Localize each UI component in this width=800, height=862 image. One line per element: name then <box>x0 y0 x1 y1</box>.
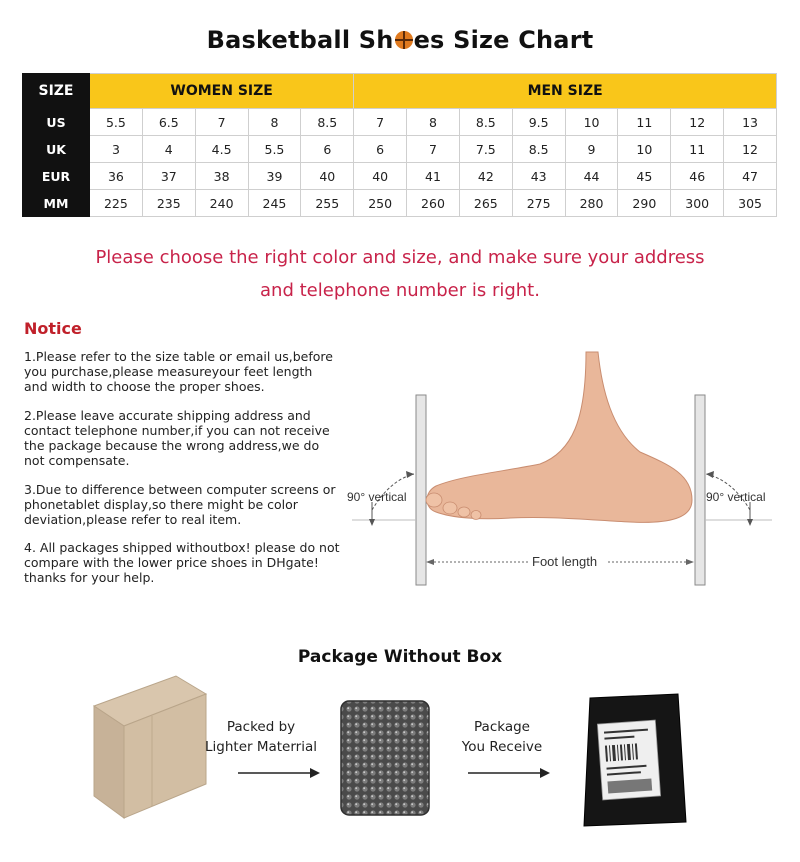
notice-line: 3.Due to difference between computer screens or <box>24 482 336 497</box>
table-cell: 6.5 <box>142 109 195 136</box>
table-header-row <box>23 74 777 109</box>
table-cell: 290 <box>618 190 671 217</box>
row-label: US <box>23 109 90 136</box>
vertical-label-left: 90° vertical <box>347 490 407 504</box>
foot-measure-diagram <box>340 340 780 590</box>
foot-length-label: Foot length <box>532 554 598 569</box>
step2-label <box>440 717 564 757</box>
table-cell: 45 <box>618 163 671 190</box>
table-row-mm <box>23 190 777 217</box>
table-cell: 8.5 <box>301 109 354 136</box>
table-cell: 13 <box>724 109 777 136</box>
table-cell: 245 <box>248 190 301 217</box>
table-cell: 255 <box>301 190 354 217</box>
table-cell: 265 <box>459 190 512 217</box>
row-label: EUR <box>23 163 90 190</box>
table-cell: 3 <box>90 136 143 163</box>
arrow-right-icon <box>466 766 552 780</box>
notice-line: phonetablet display,so there might be color <box>24 497 298 512</box>
table-cell: 225 <box>90 190 143 217</box>
table-cell: 9 <box>565 136 618 163</box>
table-cell: 7.5 <box>459 136 512 163</box>
table-cell: 39 <box>248 163 301 190</box>
size-header: SIZE <box>23 74 90 109</box>
table-cell: 5.5 <box>248 136 301 163</box>
arrowhead-down-right <box>747 519 753 526</box>
row-label: UK <box>23 136 90 163</box>
notice-heading: Notice <box>24 319 82 338</box>
toe <box>458 507 470 517</box>
table-cell: 8 <box>248 109 301 136</box>
table-cell: 7 <box>407 136 460 163</box>
right-wall <box>695 395 705 585</box>
arrowhead-right <box>706 471 714 478</box>
table-cell: 235 <box>142 190 195 217</box>
notice-line: thanks for your help. <box>24 570 155 585</box>
table-cell: 47 <box>724 163 777 190</box>
table-cell: 240 <box>195 190 248 217</box>
table-cell: 10 <box>565 109 618 136</box>
table-cell: 46 <box>671 163 724 190</box>
table-cell: 41 <box>407 163 460 190</box>
step1-line2: Lighter Materrial <box>205 739 317 755</box>
notice-line: 2.Please leave accurate shipping address and <box>24 408 311 423</box>
notice-line: you purchase,please measureyour feet length <box>24 364 313 379</box>
table-cell: 7 <box>354 109 407 136</box>
step2-line1: Package <box>474 719 530 735</box>
cardboard-box-image <box>88 672 210 822</box>
arrow-right-icon <box>236 766 322 780</box>
table-cell: 10 <box>618 136 671 163</box>
table-cell: 8.5 <box>459 109 512 136</box>
table-cell: 12 <box>724 136 777 163</box>
notice-line: deviation,please refer to real item. <box>24 512 242 527</box>
table-cell: 5.5 <box>90 109 143 136</box>
step1-line1: Packed by <box>226 719 296 735</box>
row-label: MM <box>23 190 90 217</box>
table-cell: 260 <box>407 190 460 217</box>
notice-line: compare with the lower price shoes in DHgate! <box>24 555 319 570</box>
left-wall <box>416 395 426 585</box>
women-size-header: WOMEN SIZE <box>90 74 354 109</box>
basketball-icon <box>395 31 413 49</box>
notice-line: and width to choose the proper shoes. <box>24 379 265 394</box>
table-cell: 8 <box>407 109 460 136</box>
toe <box>471 511 481 520</box>
foot-illustration <box>427 352 692 522</box>
table-row-eur <box>23 163 777 190</box>
toe <box>443 502 457 514</box>
step1-label <box>196 717 326 757</box>
table-cell: 250 <box>354 190 407 217</box>
step2-line2: You Receive <box>461 739 543 755</box>
table-cell: 280 <box>565 190 618 217</box>
message-line-1: Please choose the right color and size, and make sure your address <box>95 247 705 268</box>
table-cell: 275 <box>512 190 565 217</box>
table-row-us <box>23 109 777 136</box>
men-size-header: MEN SIZE <box>354 74 777 109</box>
table-cell: 44 <box>565 163 618 190</box>
table-cell: 6 <box>301 136 354 163</box>
table-cell: 42 <box>459 163 512 190</box>
table-cell: 305 <box>724 190 777 217</box>
table-cell: 38 <box>195 163 248 190</box>
notice-line: not compensate. <box>24 453 130 468</box>
table-cell: 7 <box>195 109 248 136</box>
arrowhead-left <box>406 471 414 478</box>
table-cell: 36 <box>90 163 143 190</box>
notice-line: the package because the wrong address,we do <box>24 438 320 453</box>
table-cell: 4.5 <box>195 136 248 163</box>
notice-item-4 <box>24 540 359 585</box>
table-cell: 37 <box>142 163 195 190</box>
notice-line: contact telephone number,if you can not receive <box>24 423 330 438</box>
mailer-bag-image <box>578 690 692 830</box>
title-text-end: es Size Chart <box>413 26 594 54</box>
notice-line: 4. All packages shipped withoutbox! please do not <box>24 540 340 555</box>
length-arrow-right <box>686 559 694 565</box>
arrowhead-down-left <box>369 519 375 526</box>
title-text-start: Basketball Sh <box>206 26 394 54</box>
table-cell: 4 <box>142 136 195 163</box>
table-cell: 8.5 <box>512 136 565 163</box>
chart-title <box>0 26 800 54</box>
table-row-uk <box>23 136 777 163</box>
package-title: Package Without Box <box>297 647 503 667</box>
table-cell: 11 <box>618 109 671 136</box>
table-cell: 11 <box>671 136 724 163</box>
table-cell: 6 <box>354 136 407 163</box>
table-cell: 12 <box>671 109 724 136</box>
table-cell: 300 <box>671 190 724 217</box>
table-cell: 43 <box>512 163 565 190</box>
table-cell: 40 <box>301 163 354 190</box>
notice-item-2 <box>24 408 359 468</box>
notice-item-1 <box>24 349 359 394</box>
bubble-wrap-image <box>337 697 433 819</box>
message-line-2: and telephone number is right. <box>260 280 540 301</box>
size-table <box>22 73 777 217</box>
notice-item-3 <box>24 482 359 527</box>
table-cell: 40 <box>354 163 407 190</box>
notice-line: 1.Please refer to the size table or email us,before <box>24 349 333 364</box>
vertical-label-right: 90° vertical <box>706 490 766 504</box>
table-cell: 9.5 <box>512 109 565 136</box>
toe <box>426 493 442 507</box>
length-arrow-left <box>426 559 434 565</box>
